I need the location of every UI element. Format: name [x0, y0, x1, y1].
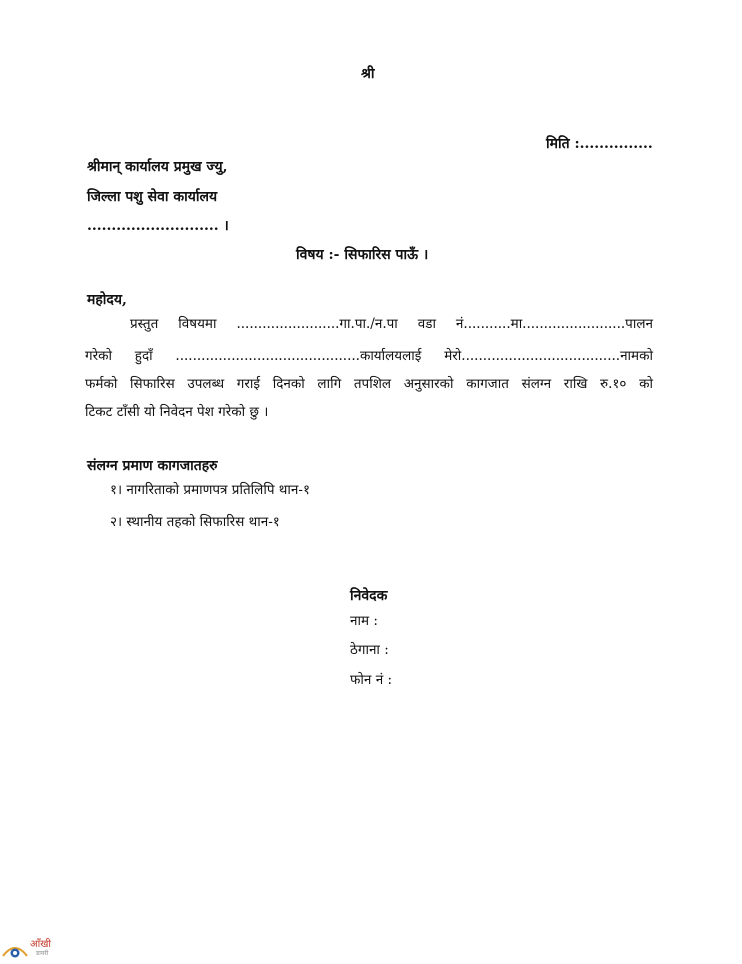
watermark-brand: आँखी — [30, 939, 51, 950]
body-line-2: गरेको हुदाँ ...........................................कार्यालयलाई मेरो.....................................नामको — [85, 348, 653, 364]
attachments-heading: संलग्न प्रमाण कागजातहरु — [87, 458, 218, 474]
body-line-4: टिकट टाँसी यो निवेदन पेश गरेको छु । — [85, 404, 269, 420]
attachment-item: १। नागरिताको प्रमाणपत्र प्रतिलिपि थान-१ — [110, 482, 310, 498]
applicant-name-label: नाम : — [350, 613, 378, 629]
addressee-location: ........................... । — [87, 218, 229, 234]
header-shree: श्री — [361, 66, 375, 82]
applicant-heading: निवेदक — [350, 588, 388, 604]
date-field: मिति :............... — [546, 136, 653, 152]
addressee-title: श्रीमान् कार्यालय प्रमुख ज्यु, — [87, 159, 228, 175]
applicant-phone-label: फोन नं : — [350, 672, 393, 688]
addressee-office: जिल्ला पशु सेवा कार्यालय — [87, 189, 218, 205]
salutation: महोदय, — [87, 292, 127, 308]
applicant-address-label: ठेगाना : — [350, 642, 389, 658]
attachment-item: २। स्थानीय तहको सिफारिस थान-१ — [110, 514, 280, 530]
subject-line: विषय :- सिफारिस पाऊँ । — [296, 247, 429, 263]
body-line-3: फर्मको सिफारिस उपलब्ध गराई दिनको लागि तपशिल अनुसारको कागजात संलग्न राखि रु.१० को — [85, 376, 653, 392]
eye-logo-icon — [0, 936, 30, 960]
watermark-logo — [0, 936, 70, 960]
body-line-1: प्रस्तुत विषयमा ........................गा.पा./न.पा वडा नं...........मा........................पालन — [130, 316, 653, 332]
watermark-tagline: डायरी — [36, 950, 49, 957]
